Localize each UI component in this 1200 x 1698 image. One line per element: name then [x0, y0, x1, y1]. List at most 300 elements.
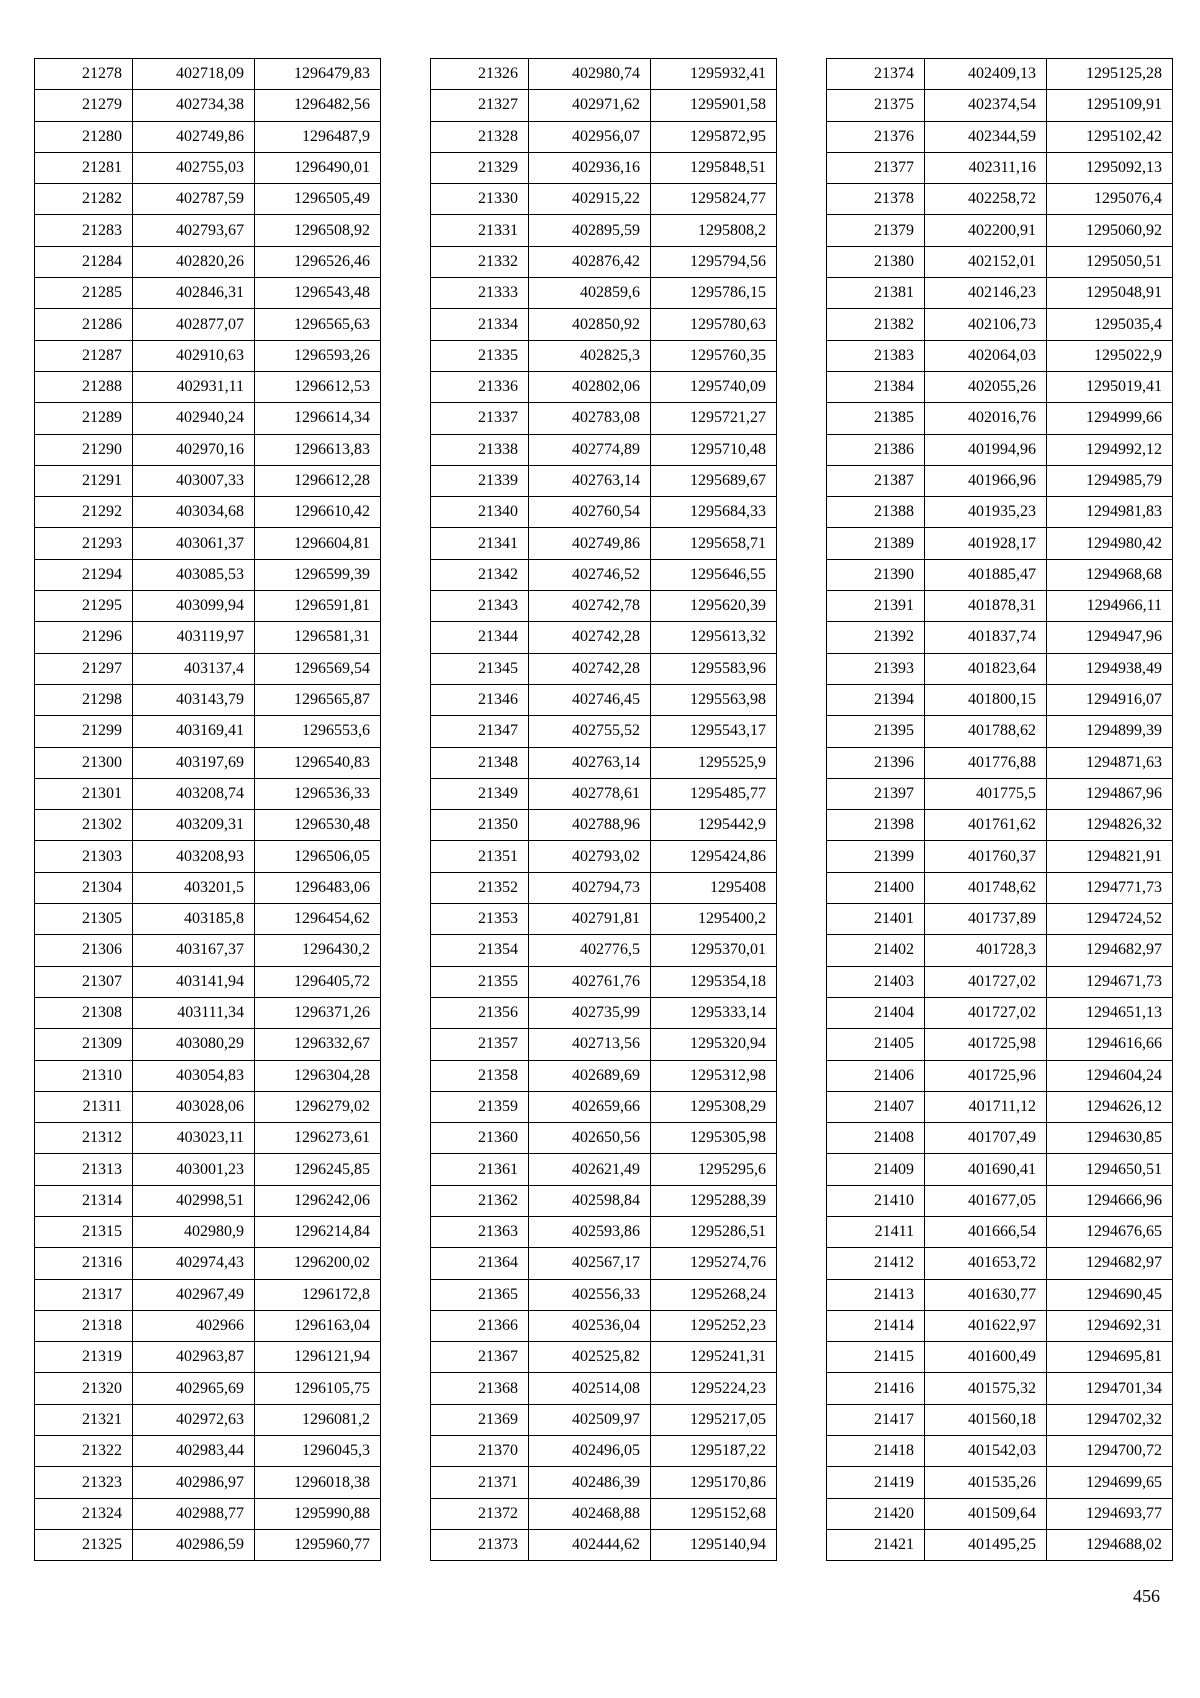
point-number-cell: 21290	[35, 434, 133, 465]
point-number-cell: 21385	[827, 403, 925, 434]
y-coordinate-cell: 1296540,83	[255, 747, 381, 778]
x-coordinate-cell: 402713,56	[529, 1029, 651, 1060]
y-coordinate-cell: 1295152,68	[651, 1498, 777, 1529]
point-number-cell: 21296	[35, 622, 133, 653]
point-number-cell: 21345	[431, 653, 529, 684]
point-number-cell: 21387	[827, 465, 925, 496]
x-coordinate-cell: 403054,83	[133, 1060, 255, 1091]
x-coordinate-cell: 402055,26	[925, 371, 1047, 402]
table-row	[35, 1342, 381, 1373]
y-coordinate-cell: 1294682,97	[1047, 935, 1173, 966]
x-coordinate-cell: 402749,86	[133, 121, 255, 152]
point-number-cell: 21369	[431, 1404, 529, 1435]
x-coordinate-cell: 403099,94	[133, 591, 255, 622]
x-coordinate-cell: 403085,53	[133, 559, 255, 590]
point-number-cell: 21278	[35, 59, 133, 90]
point-number-cell: 21325	[35, 1529, 133, 1560]
x-coordinate-cell: 403119,97	[133, 622, 255, 653]
y-coordinate-cell: 1295125,28	[1047, 59, 1173, 90]
table-row	[431, 59, 777, 90]
table-row	[35, 622, 381, 653]
table-row	[827, 152, 1173, 183]
table-row	[827, 684, 1173, 715]
table-row	[827, 935, 1173, 966]
table-row	[827, 434, 1173, 465]
x-coordinate-cell: 402983,44	[133, 1436, 255, 1467]
table-row	[827, 1248, 1173, 1279]
point-number-cell: 21390	[827, 559, 925, 590]
point-number-cell: 21343	[431, 591, 529, 622]
table-row	[827, 653, 1173, 684]
table-row	[35, 1029, 381, 1060]
point-number-cell: 21376	[827, 121, 925, 152]
x-coordinate-cell: 402774,89	[529, 434, 651, 465]
point-number-cell: 21346	[431, 684, 529, 715]
x-coordinate-cell: 402311,16	[925, 152, 1047, 183]
y-coordinate-cell: 1296612,28	[255, 465, 381, 496]
x-coordinate-cell: 402956,07	[529, 121, 651, 152]
point-number-cell: 21370	[431, 1436, 529, 1467]
table-row	[35, 841, 381, 872]
point-number-cell: 21418	[827, 1436, 925, 1467]
point-number-cell: 21313	[35, 1154, 133, 1185]
table-row	[431, 966, 777, 997]
table-row	[431, 935, 777, 966]
x-coordinate-cell: 402802,06	[529, 371, 651, 402]
point-number-cell: 21404	[827, 997, 925, 1028]
y-coordinate-cell: 1294985,79	[1047, 465, 1173, 496]
x-coordinate-cell: 402650,56	[529, 1123, 651, 1154]
y-coordinate-cell: 1294695,81	[1047, 1342, 1173, 1373]
x-coordinate-cell: 401760,37	[925, 841, 1047, 872]
x-coordinate-cell: 401775,5	[925, 778, 1047, 809]
table-row	[431, 1436, 777, 1467]
table-row	[35, 465, 381, 496]
table-row	[35, 1154, 381, 1185]
point-number-cell: 21305	[35, 904, 133, 935]
point-number-cell: 21364	[431, 1248, 529, 1279]
x-coordinate-cell: 401737,89	[925, 904, 1047, 935]
table-row	[431, 497, 777, 528]
table-row	[35, 904, 381, 935]
table-row	[827, 59, 1173, 90]
table-row	[431, 1498, 777, 1529]
x-coordinate-cell: 402763,14	[529, 465, 651, 496]
y-coordinate-cell: 1295102,42	[1047, 121, 1173, 152]
y-coordinate-cell: 1296543,48	[255, 278, 381, 309]
x-coordinate-cell: 402536,04	[529, 1310, 651, 1341]
point-number-cell: 21359	[431, 1091, 529, 1122]
x-coordinate-cell: 402986,97	[133, 1467, 255, 1498]
table-row	[431, 1029, 777, 1060]
x-coordinate-cell: 401535,26	[925, 1467, 1047, 1498]
x-coordinate-cell: 402986,59	[133, 1529, 255, 1560]
x-coordinate-cell: 402593,86	[529, 1216, 651, 1247]
point-number-cell: 21349	[431, 778, 529, 809]
table-row	[431, 810, 777, 841]
x-coordinate-cell: 401666,54	[925, 1216, 1047, 1247]
y-coordinate-cell: 1296530,48	[255, 810, 381, 841]
x-coordinate-cell: 402825,3	[529, 340, 651, 371]
point-number-cell: 21283	[35, 215, 133, 246]
point-number-cell: 21406	[827, 1060, 925, 1091]
y-coordinate-cell: 1296610,42	[255, 497, 381, 528]
x-coordinate-cell: 402746,52	[529, 559, 651, 590]
table-row	[35, 1467, 381, 1498]
point-number-cell: 21416	[827, 1373, 925, 1404]
point-number-cell: 21340	[431, 497, 529, 528]
x-coordinate-cell: 403111,34	[133, 997, 255, 1028]
table-row	[827, 1091, 1173, 1122]
y-coordinate-cell: 1295740,09	[651, 371, 777, 402]
y-coordinate-cell: 1296214,84	[255, 1216, 381, 1247]
y-coordinate-cell: 1295295,6	[651, 1154, 777, 1185]
y-coordinate-cell: 1296163,04	[255, 1310, 381, 1341]
table-row	[827, 1373, 1173, 1404]
table-row	[35, 1185, 381, 1216]
coordinate-table-3	[826, 58, 1173, 1561]
y-coordinate-cell: 1294947,96	[1047, 622, 1173, 653]
x-coordinate-cell: 402761,76	[529, 966, 651, 997]
x-coordinate-cell: 402970,16	[133, 434, 255, 465]
x-coordinate-cell: 402980,74	[529, 59, 651, 90]
y-coordinate-cell: 1296614,34	[255, 403, 381, 434]
table-row	[827, 810, 1173, 841]
point-number-cell: 21302	[35, 810, 133, 841]
y-coordinate-cell: 1294651,13	[1047, 997, 1173, 1028]
point-number-cell: 21335	[431, 340, 529, 371]
table-row	[827, 872, 1173, 903]
point-number-cell: 21341	[431, 528, 529, 559]
x-coordinate-cell: 402791,81	[529, 904, 651, 935]
y-coordinate-cell: 1295424,86	[651, 841, 777, 872]
point-number-cell: 21327	[431, 90, 529, 121]
point-number-cell: 21377	[827, 152, 925, 183]
table-row	[35, 747, 381, 778]
y-coordinate-cell: 1294604,24	[1047, 1060, 1173, 1091]
x-coordinate-cell: 402621,49	[529, 1154, 651, 1185]
point-number-cell: 21338	[431, 434, 529, 465]
table-row	[431, 215, 777, 246]
point-number-cell: 21286	[35, 309, 133, 340]
point-number-cell: 21393	[827, 653, 925, 684]
point-number-cell: 21388	[827, 497, 925, 528]
point-number-cell: 21328	[431, 121, 529, 152]
y-coordinate-cell: 1295990,88	[255, 1498, 381, 1529]
y-coordinate-cell: 1296536,33	[255, 778, 381, 809]
table-row	[35, 997, 381, 1028]
y-coordinate-cell: 1295241,31	[651, 1342, 777, 1373]
y-coordinate-cell: 1295048,91	[1047, 278, 1173, 309]
point-number-cell: 21291	[35, 465, 133, 496]
y-coordinate-cell: 1295658,71	[651, 528, 777, 559]
table-row	[35, 716, 381, 747]
y-coordinate-cell: 1296121,94	[255, 1342, 381, 1373]
coordinate-table-2	[430, 58, 777, 1561]
table-row	[35, 121, 381, 152]
table-row	[827, 121, 1173, 152]
y-coordinate-cell: 1296581,31	[255, 622, 381, 653]
table-row	[431, 152, 777, 183]
y-coordinate-cell: 1295721,27	[651, 403, 777, 434]
y-coordinate-cell: 1295022,9	[1047, 340, 1173, 371]
point-number-cell: 21391	[827, 591, 925, 622]
y-coordinate-cell: 1296273,61	[255, 1123, 381, 1154]
point-number-cell: 21320	[35, 1373, 133, 1404]
table-row	[431, 1216, 777, 1247]
point-number-cell: 21373	[431, 1529, 529, 1560]
x-coordinate-cell: 401542,03	[925, 1436, 1047, 1467]
y-coordinate-cell: 1294821,91	[1047, 841, 1173, 872]
y-coordinate-cell: 1294701,34	[1047, 1373, 1173, 1404]
x-coordinate-cell: 401727,02	[925, 966, 1047, 997]
point-number-cell: 21288	[35, 371, 133, 402]
x-coordinate-cell: 403028,06	[133, 1091, 255, 1122]
y-coordinate-cell: 1295525,9	[651, 747, 777, 778]
point-number-cell: 21355	[431, 966, 529, 997]
table-row	[431, 591, 777, 622]
x-coordinate-cell: 402525,82	[529, 1342, 651, 1373]
table-row	[35, 1373, 381, 1404]
point-number-cell: 21301	[35, 778, 133, 809]
x-coordinate-cell: 403167,37	[133, 935, 255, 966]
y-coordinate-cell: 1296081,2	[255, 1404, 381, 1435]
y-coordinate-cell: 1295563,98	[651, 684, 777, 715]
x-coordinate-cell: 402936,16	[529, 152, 651, 183]
y-coordinate-cell: 1296332,67	[255, 1029, 381, 1060]
y-coordinate-cell: 1295060,92	[1047, 215, 1173, 246]
x-coordinate-cell: 402556,33	[529, 1279, 651, 1310]
table-row	[431, 997, 777, 1028]
y-coordinate-cell: 1295050,51	[1047, 246, 1173, 277]
table-row	[827, 215, 1173, 246]
x-coordinate-cell: 401935,23	[925, 497, 1047, 528]
y-coordinate-cell: 1295308,29	[651, 1091, 777, 1122]
y-coordinate-cell: 1296505,49	[255, 184, 381, 215]
table-row	[35, 1498, 381, 1529]
point-number-cell: 21282	[35, 184, 133, 215]
x-coordinate-cell: 401788,62	[925, 716, 1047, 747]
table-row	[431, 465, 777, 496]
y-coordinate-cell: 1296506,05	[255, 841, 381, 872]
y-coordinate-cell: 1296405,72	[255, 966, 381, 997]
table-row	[35, 966, 381, 997]
table-row	[431, 1342, 777, 1373]
y-coordinate-cell: 1295312,98	[651, 1060, 777, 1091]
table-row	[827, 841, 1173, 872]
table-row	[35, 371, 381, 402]
table-row	[431, 1123, 777, 1154]
point-number-cell: 21306	[35, 935, 133, 966]
x-coordinate-cell: 401560,18	[925, 1404, 1047, 1435]
x-coordinate-cell: 401630,77	[925, 1279, 1047, 1310]
y-coordinate-cell: 1295613,32	[651, 622, 777, 653]
table-row	[35, 653, 381, 684]
y-coordinate-cell: 1294724,52	[1047, 904, 1173, 935]
x-coordinate-cell: 401707,49	[925, 1123, 1047, 1154]
point-number-cell: 21351	[431, 841, 529, 872]
x-coordinate-cell: 402734,38	[133, 90, 255, 121]
table-row	[827, 778, 1173, 809]
table-row	[35, 559, 381, 590]
table-row	[35, 1529, 381, 1560]
y-coordinate-cell: 1295786,15	[651, 278, 777, 309]
point-number-cell: 21356	[431, 997, 529, 1028]
table-row	[35, 1091, 381, 1122]
point-number-cell: 21300	[35, 747, 133, 778]
point-number-cell: 21289	[35, 403, 133, 434]
y-coordinate-cell: 1294650,51	[1047, 1154, 1173, 1185]
y-coordinate-cell: 1294916,07	[1047, 684, 1173, 715]
table-row	[35, 935, 381, 966]
table-row	[827, 309, 1173, 340]
y-coordinate-cell: 1295400,2	[651, 904, 777, 935]
x-coordinate-cell: 402793,67	[133, 215, 255, 246]
x-coordinate-cell: 401748,62	[925, 872, 1047, 903]
point-number-cell: 21336	[431, 371, 529, 402]
y-coordinate-cell: 1294688,02	[1047, 1529, 1173, 1560]
point-number-cell: 21410	[827, 1185, 925, 1216]
x-coordinate-cell: 403001,23	[133, 1154, 255, 1185]
x-coordinate-cell: 402718,09	[133, 59, 255, 90]
x-coordinate-cell: 403007,33	[133, 465, 255, 496]
table-row	[431, 1185, 777, 1216]
x-coordinate-cell: 402509,97	[529, 1404, 651, 1435]
point-number-cell: 21414	[827, 1310, 925, 1341]
y-coordinate-cell: 1296612,53	[255, 371, 381, 402]
y-coordinate-cell: 1295710,48	[651, 434, 777, 465]
point-number-cell: 21407	[827, 1091, 925, 1122]
x-coordinate-cell: 402064,03	[925, 340, 1047, 371]
x-coordinate-cell: 401725,96	[925, 1060, 1047, 1091]
table-row	[35, 1060, 381, 1091]
point-number-cell: 21344	[431, 622, 529, 653]
x-coordinate-cell: 403185,8	[133, 904, 255, 935]
x-coordinate-cell: 402794,73	[529, 872, 651, 903]
y-coordinate-cell: 1295109,91	[1047, 90, 1173, 121]
y-coordinate-cell: 1295442,9	[651, 810, 777, 841]
y-coordinate-cell: 1295274,76	[651, 1248, 777, 1279]
x-coordinate-cell: 402486,39	[529, 1467, 651, 1498]
x-coordinate-cell: 401690,41	[925, 1154, 1047, 1185]
y-coordinate-cell: 1296490,01	[255, 152, 381, 183]
point-number-cell: 21401	[827, 904, 925, 935]
x-coordinate-cell: 402910,63	[133, 340, 255, 371]
y-coordinate-cell: 1296430,2	[255, 935, 381, 966]
point-number-cell: 21350	[431, 810, 529, 841]
y-coordinate-cell: 1294871,63	[1047, 747, 1173, 778]
x-coordinate-cell: 402200,91	[925, 215, 1047, 246]
x-coordinate-cell: 401776,88	[925, 747, 1047, 778]
y-coordinate-cell: 1295288,39	[651, 1185, 777, 1216]
point-number-cell: 21298	[35, 684, 133, 715]
point-number-cell: 21310	[35, 1060, 133, 1091]
table-row	[431, 309, 777, 340]
table-row	[431, 246, 777, 277]
point-number-cell: 21395	[827, 716, 925, 747]
point-number-cell: 21362	[431, 1185, 529, 1216]
y-coordinate-cell: 1296371,26	[255, 997, 381, 1028]
y-coordinate-cell: 1294999,66	[1047, 403, 1173, 434]
table-row	[431, 121, 777, 152]
point-number-cell: 21396	[827, 747, 925, 778]
point-number-cell: 21405	[827, 1029, 925, 1060]
table-row	[35, 278, 381, 309]
x-coordinate-cell: 403169,41	[133, 716, 255, 747]
y-coordinate-cell: 1295170,86	[651, 1467, 777, 1498]
point-number-cell: 21421	[827, 1529, 925, 1560]
table-row	[827, 340, 1173, 371]
y-coordinate-cell: 1294682,97	[1047, 1248, 1173, 1279]
coordinate-table-1	[34, 58, 381, 1561]
y-coordinate-cell: 1295760,35	[651, 340, 777, 371]
x-coordinate-cell: 402895,59	[529, 215, 651, 246]
y-coordinate-cell: 1296565,87	[255, 684, 381, 715]
x-coordinate-cell: 402409,13	[925, 59, 1047, 90]
y-coordinate-cell: 1295485,77	[651, 778, 777, 809]
table-row	[35, 1404, 381, 1435]
point-number-cell: 21348	[431, 747, 529, 778]
x-coordinate-cell: 402783,08	[529, 403, 651, 434]
y-coordinate-cell: 1295808,2	[651, 215, 777, 246]
point-number-cell: 21322	[35, 1436, 133, 1467]
x-coordinate-cell: 402742,78	[529, 591, 651, 622]
table-row	[35, 810, 381, 841]
table-row	[827, 904, 1173, 935]
x-coordinate-cell: 401966,96	[925, 465, 1047, 496]
y-coordinate-cell: 1295824,77	[651, 184, 777, 215]
point-number-cell: 21384	[827, 371, 925, 402]
table-row	[827, 716, 1173, 747]
x-coordinate-cell: 402746,45	[529, 684, 651, 715]
table-row	[35, 403, 381, 434]
x-coordinate-cell: 401677,05	[925, 1185, 1047, 1216]
table-row	[35, 434, 381, 465]
table-row	[35, 497, 381, 528]
point-number-cell: 21297	[35, 653, 133, 684]
table-row	[827, 278, 1173, 309]
table-row	[827, 622, 1173, 653]
x-coordinate-cell: 402980,9	[133, 1216, 255, 1247]
y-coordinate-cell: 1295286,51	[651, 1216, 777, 1247]
point-number-cell: 21379	[827, 215, 925, 246]
point-number-cell: 21308	[35, 997, 133, 1028]
table-row	[827, 1029, 1173, 1060]
table-row	[431, 340, 777, 371]
x-coordinate-cell: 403143,79	[133, 684, 255, 715]
table-row	[431, 1279, 777, 1310]
x-coordinate-cell: 401800,15	[925, 684, 1047, 715]
table-row	[35, 528, 381, 559]
x-coordinate-cell: 402972,63	[133, 1404, 255, 1435]
table-row	[431, 904, 777, 935]
y-coordinate-cell: 1295408	[651, 872, 777, 903]
table-row	[35, 1310, 381, 1341]
table-row	[827, 1342, 1173, 1373]
x-coordinate-cell: 402749,86	[529, 528, 651, 559]
x-coordinate-cell: 402974,43	[133, 1248, 255, 1279]
table-row	[827, 1404, 1173, 1435]
y-coordinate-cell: 1296553,6	[255, 716, 381, 747]
x-coordinate-cell: 402940,24	[133, 403, 255, 434]
point-number-cell: 21333	[431, 278, 529, 309]
point-number-cell: 21374	[827, 59, 925, 90]
x-coordinate-cell: 401878,31	[925, 591, 1047, 622]
x-coordinate-cell: 402374,54	[925, 90, 1047, 121]
y-coordinate-cell: 1294666,96	[1047, 1185, 1173, 1216]
table-row	[827, 497, 1173, 528]
x-coordinate-cell: 401928,17	[925, 528, 1047, 559]
